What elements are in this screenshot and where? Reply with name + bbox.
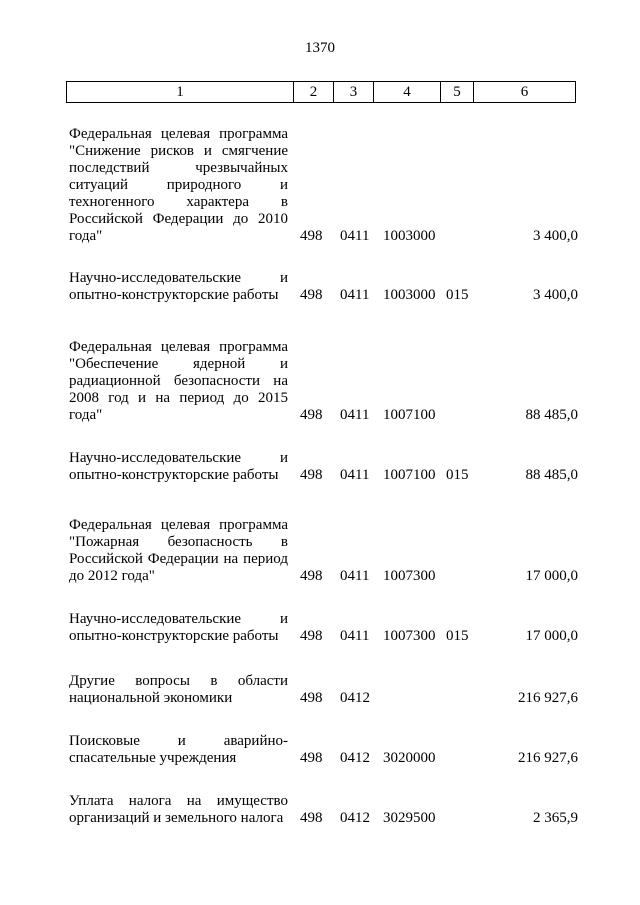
row-col2: 498: [300, 467, 323, 483]
row-col2: 498: [300, 628, 323, 644]
row-description: Научно-исследовательские и опытно-конструкторские работы: [69, 611, 288, 644]
row-col2: 498: [300, 690, 323, 706]
row-description: Федеральная целевая программа "Пожарная безопасность в Российской Федерации на период до 2012 года": [69, 517, 288, 584]
row-col4: 1007300: [383, 628, 436, 644]
row-col2: 498: [300, 407, 323, 423]
column-header-1: 1: [67, 82, 294, 103]
row-col2: 498: [300, 568, 323, 584]
row-col3: 0411: [340, 467, 370, 483]
row-col5: 015: [446, 287, 469, 303]
row-col3: 0412: [340, 750, 370, 766]
row-col3: 0412: [340, 810, 370, 826]
row-col2: 498: [300, 228, 323, 244]
row-col6: 3 400,0: [533, 228, 578, 244]
row-description: Уплата налога на имущество организаций и земельного налога: [69, 793, 288, 826]
row-description: Поисковые и аварийно-спасательные учреждения: [69, 733, 288, 766]
row-col6: 216 927,6: [518, 690, 578, 706]
column-header-6: 6: [474, 82, 576, 103]
row-col4: 3020000: [383, 750, 436, 766]
row-col4: 3029500: [383, 810, 436, 826]
row-col4: 1003000: [383, 228, 436, 244]
column-header-table: [66, 81, 576, 103]
row-col6: 17 000,0: [525, 568, 578, 584]
page-number: 1370: [305, 40, 335, 56]
row-col3: 0411: [340, 228, 370, 244]
row-col4: 1007100: [383, 407, 436, 423]
row-description: Федеральная целевая программа "Снижение рисков и смягчение последствий чрезвычайных ситуаций природного и техногенного характера в Российской Федерации до 2010 года": [69, 126, 288, 244]
column-header-2: 2: [294, 82, 334, 103]
row-col6: 3 400,0: [533, 287, 578, 303]
row-col6: 2 365,9: [533, 810, 578, 826]
row-col3: 0411: [340, 628, 370, 644]
row-col3: 0411: [340, 287, 370, 303]
row-col3: 0411: [340, 407, 370, 423]
row-col5: 015: [446, 467, 469, 483]
row-col2: 498: [300, 287, 323, 303]
row-col6: 88 485,0: [525, 467, 578, 483]
row-col2: 498: [300, 810, 323, 826]
row-col3: 0412: [340, 690, 370, 706]
row-col3: 0411: [340, 568, 370, 584]
column-header-5: 5: [441, 82, 474, 103]
row-description: Другие вопросы в области национальной экономики: [69, 673, 288, 706]
row-col4: 1007100: [383, 467, 436, 483]
row-col6: 216 927,6: [518, 750, 578, 766]
row-col4: 1003000: [383, 287, 436, 303]
row-description: Научно-исследовательские и опытно-конструкторские работы: [69, 270, 288, 303]
row-col6: 17 000,0: [525, 628, 578, 644]
column-header-4: 4: [374, 82, 441, 103]
row-col2: 498: [300, 750, 323, 766]
column-header-row: [67, 82, 576, 103]
row-col6: 88 485,0: [525, 407, 578, 423]
row-description: Научно-исследовательские и опытно-конструкторские работы: [69, 450, 288, 483]
row-description: Федеральная целевая программа "Обеспечение ядерной и радиационной безопасности на 2008 год и на период до 2015 года": [69, 339, 288, 423]
column-header-3: 3: [334, 82, 374, 103]
row-col4: 1007300: [383, 568, 436, 584]
row-col5: 015: [446, 628, 469, 644]
